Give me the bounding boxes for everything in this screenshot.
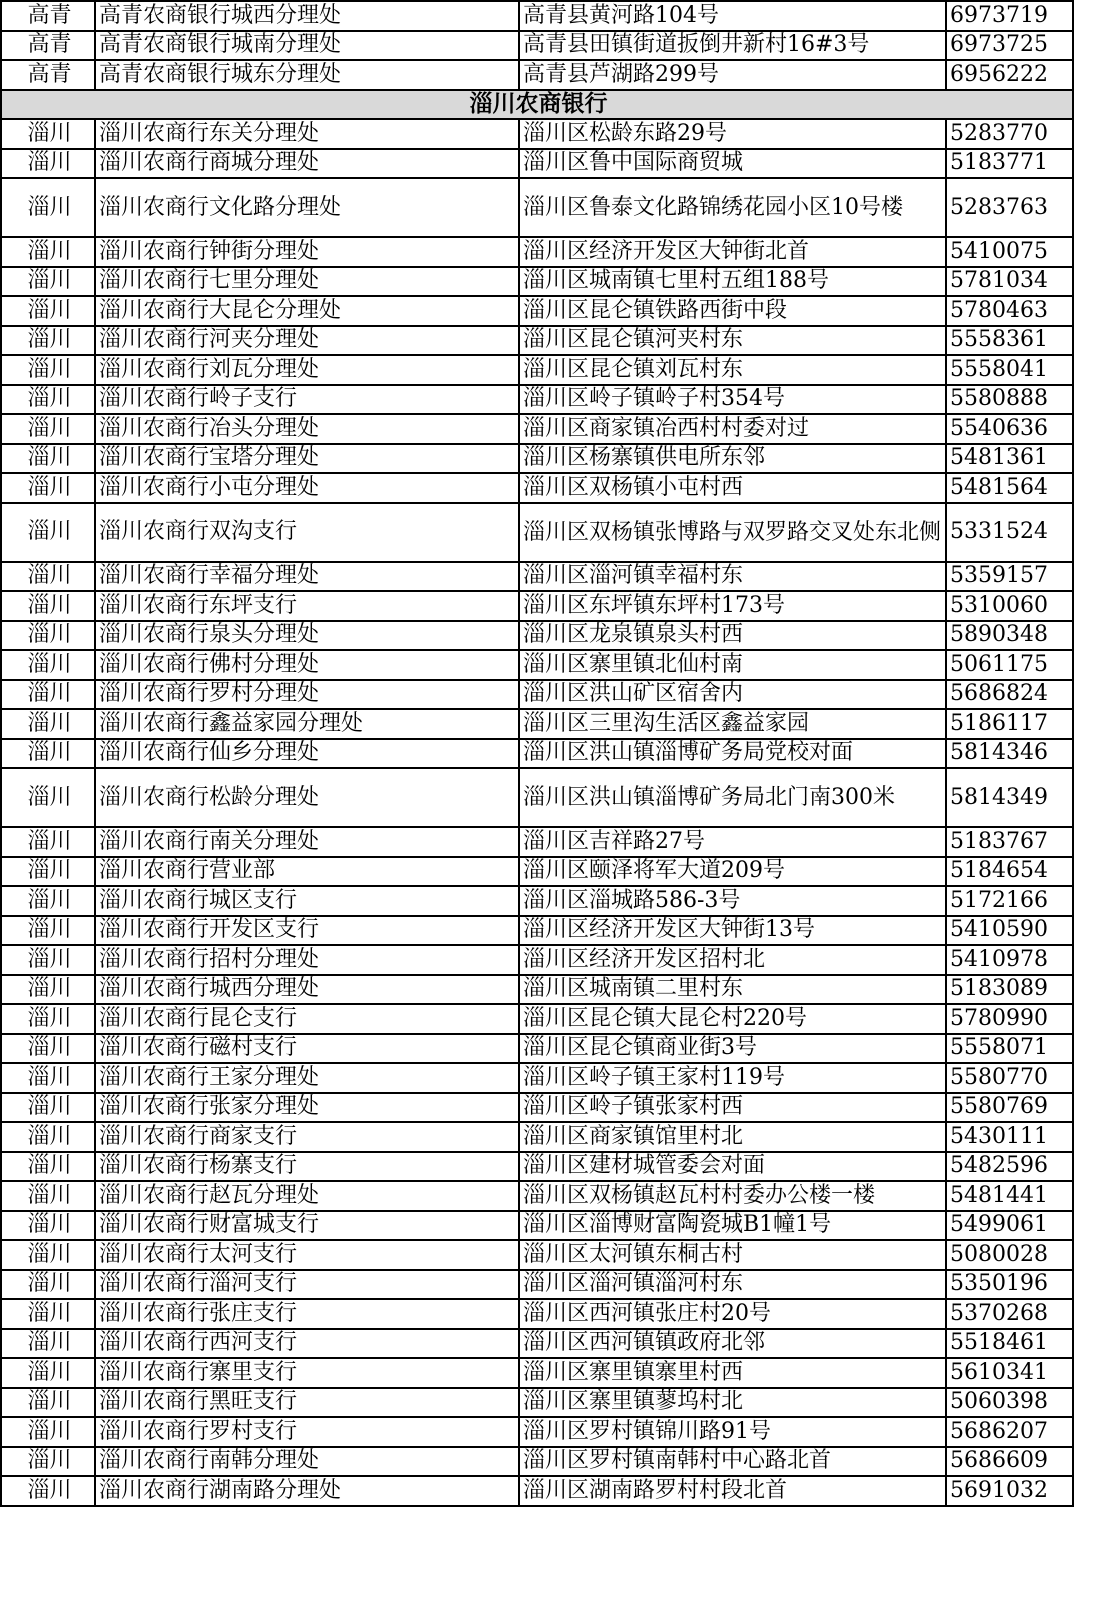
- county-cell: 淄川: [1, 1417, 95, 1447]
- phone-cell: 5890348: [946, 621, 1073, 651]
- phone-cell: 5481361: [946, 444, 1073, 474]
- county-cell: 淄川: [1, 680, 95, 710]
- table-row: [1, 1093, 1073, 1123]
- address-cell: 淄川区昆仑镇刘瓦村东: [519, 355, 946, 385]
- branch-name-cell: 淄川农商行商城分理处: [95, 149, 519, 179]
- address-cell: 淄川区昆仑镇商业街3号: [519, 1034, 946, 1064]
- table-row: [1, 178, 1073, 237]
- table-row: [1, 296, 1073, 326]
- phone-cell: 5558041: [946, 355, 1073, 385]
- branch-name-cell: 淄川农商行松龄分理处: [95, 768, 519, 827]
- phone-cell: 5061175: [946, 650, 1073, 680]
- county-cell: 淄川: [1, 1004, 95, 1034]
- phone-cell: 5430111: [946, 1122, 1073, 1152]
- address-cell: 淄川区岭子镇张家村西: [519, 1093, 946, 1123]
- branch-name-cell: 高青农商银行城西分理处: [95, 1, 519, 31]
- phone-cell: 5686207: [946, 1417, 1073, 1447]
- table-row: [1, 1476, 1073, 1506]
- county-cell: 淄川: [1, 975, 95, 1005]
- address-cell: 淄川区颐泽将军大道209号: [519, 857, 946, 887]
- branch-name-cell: 淄川农商行王家分理处: [95, 1063, 519, 1093]
- county-cell: 淄川: [1, 709, 95, 739]
- address-cell: 淄川区经济开发区招村北: [519, 945, 946, 975]
- phone-cell: 5410590: [946, 916, 1073, 946]
- table-row: [1, 473, 1073, 503]
- county-cell: 淄川: [1, 503, 95, 562]
- section-header-row: [1, 90, 1073, 120]
- county-cell: 淄川: [1, 1476, 95, 1506]
- branch-name-cell: 淄川农商行东关分理处: [95, 119, 519, 149]
- address-cell: 淄川区城南镇二里村东: [519, 975, 946, 1005]
- county-cell: 淄川: [1, 768, 95, 827]
- address-cell: 淄川区淄河镇淄河村东: [519, 1270, 946, 1300]
- county-cell: 淄川: [1, 1211, 95, 1241]
- county-cell: 淄川: [1, 739, 95, 769]
- address-cell: 淄川区西河镇张庄村20号: [519, 1299, 946, 1329]
- address-cell: 淄川区双杨镇张博路与双罗路交叉处东北侧: [519, 503, 946, 562]
- county-cell: 淄川: [1, 945, 95, 975]
- phone-cell: 5780990: [946, 1004, 1073, 1034]
- table-row: [1, 237, 1073, 267]
- branch-name-cell: 淄川农商行小屯分理处: [95, 473, 519, 503]
- branch-name-cell: 淄川农商行宝塔分理处: [95, 444, 519, 474]
- table-row: [1, 1240, 1073, 1270]
- branch-name-cell: 淄川农商行大昆仑分理处: [95, 296, 519, 326]
- table-row: [1, 60, 1073, 90]
- phone-cell: 5482596: [946, 1152, 1073, 1182]
- branch-name-cell: 淄川农商行冶头分理处: [95, 414, 519, 444]
- branch-name-cell: 淄川农商行东坪支行: [95, 591, 519, 621]
- branch-name-cell: 淄川农商行淄河支行: [95, 1270, 519, 1300]
- table-row: [1, 1447, 1073, 1477]
- branch-name-cell: 淄川农商行杨寨支行: [95, 1152, 519, 1182]
- county-cell: 淄川: [1, 886, 95, 916]
- branch-name-cell: 淄川农商行幸福分理处: [95, 562, 519, 592]
- address-cell: 淄川区洪山镇淄博矿务局党校对面: [519, 739, 946, 769]
- phone-cell: 5781034: [946, 267, 1073, 297]
- table-row: [1, 945, 1073, 975]
- county-cell: 淄川: [1, 1358, 95, 1388]
- address-cell: 淄川区罗村镇锦川路91号: [519, 1417, 946, 1447]
- county-cell: 高青: [1, 1, 95, 31]
- phone-cell: 5359157: [946, 562, 1073, 592]
- county-cell: 淄川: [1, 1240, 95, 1270]
- branch-name-cell: 淄川农商行泉头分理处: [95, 621, 519, 651]
- phone-cell: 5481441: [946, 1181, 1073, 1211]
- address-cell: 淄川区龙泉镇泉头村西: [519, 621, 946, 651]
- branch-name-cell: 淄川农商行双沟支行: [95, 503, 519, 562]
- table-row: [1, 857, 1073, 887]
- branch-name-cell: 淄川农商行罗村分理处: [95, 680, 519, 710]
- branch-name-cell: 淄川农商行招村分理处: [95, 945, 519, 975]
- branch-name-cell: 淄川农商行城区支行: [95, 886, 519, 916]
- address-cell: 淄川区松龄东路29号: [519, 119, 946, 149]
- branch-name-cell: 淄川农商行河夹分理处: [95, 326, 519, 356]
- address-cell: 淄川区罗村镇南韩村中心路北首: [519, 1447, 946, 1477]
- table-row: [1, 503, 1073, 562]
- branch-name-cell: 淄川农商行岭子支行: [95, 385, 519, 415]
- county-cell: 淄川: [1, 1181, 95, 1211]
- phone-cell: 6956222: [946, 60, 1073, 90]
- county-cell: 淄川: [1, 1152, 95, 1182]
- address-cell: 淄川区淄河镇幸福村东: [519, 562, 946, 592]
- phone-cell: 5481564: [946, 473, 1073, 503]
- county-cell: 淄川: [1, 562, 95, 592]
- table-row: [1, 1181, 1073, 1211]
- table-row: [1, 355, 1073, 385]
- phone-cell: 5499061: [946, 1211, 1073, 1241]
- address-cell: 淄川区洪山镇淄博矿务局北门南300米: [519, 768, 946, 827]
- table-row: [1, 1329, 1073, 1359]
- phone-cell: 5580770: [946, 1063, 1073, 1093]
- county-cell: 高青: [1, 60, 95, 90]
- section-title: 淄川农商银行: [1, 90, 1073, 120]
- phone-cell: 5183767: [946, 827, 1073, 857]
- address-cell: 淄川区寨里镇蓼坞村北: [519, 1388, 946, 1418]
- address-cell: 淄川区洪山矿区宿舍内: [519, 680, 946, 710]
- phone-cell: 5080028: [946, 1240, 1073, 1270]
- branch-name-cell: 淄川农商行财富城支行: [95, 1211, 519, 1241]
- county-cell: 淄川: [1, 1329, 95, 1359]
- phone-cell: 6973719: [946, 1, 1073, 31]
- phone-cell: 5183089: [946, 975, 1073, 1005]
- table-row: [1, 1211, 1073, 1241]
- branch-name-cell: 淄川农商行太河支行: [95, 1240, 519, 1270]
- address-cell: 淄川区湖南路罗村村段北首: [519, 1476, 946, 1506]
- phone-cell: 5183771: [946, 149, 1073, 179]
- address-cell: 淄川区岭子镇王家村119号: [519, 1063, 946, 1093]
- phone-cell: 5780463: [946, 296, 1073, 326]
- branch-name-cell: 淄川农商行佛村分理处: [95, 650, 519, 680]
- branch-name-cell: 淄川农商行文化路分理处: [95, 178, 519, 237]
- address-cell: 淄川区商家镇馆里村北: [519, 1122, 946, 1152]
- branch-name-cell: 淄川农商行南韩分理处: [95, 1447, 519, 1477]
- address-cell: 淄川区西河镇镇政府北邻: [519, 1329, 946, 1359]
- county-cell: 淄川: [1, 1122, 95, 1152]
- table-row: [1, 1152, 1073, 1182]
- phone-cell: 5283770: [946, 119, 1073, 149]
- phone-cell: 5540636: [946, 414, 1073, 444]
- table-row: [1, 1122, 1073, 1152]
- phone-cell: 5580888: [946, 385, 1073, 415]
- phone-cell: 5310060: [946, 591, 1073, 621]
- branch-name-cell: 淄川农商行开发区支行: [95, 916, 519, 946]
- table-row: [1, 916, 1073, 946]
- county-cell: 淄川: [1, 650, 95, 680]
- phone-cell: 5814346: [946, 739, 1073, 769]
- phone-cell: 5350196: [946, 1270, 1073, 1300]
- table-row: [1, 975, 1073, 1005]
- address-cell: 高青县黄河路104号: [519, 1, 946, 31]
- address-cell: 淄川区双杨镇小屯村西: [519, 473, 946, 503]
- table-row: [1, 1034, 1073, 1064]
- branch-name-cell: 淄川农商行张庄支行: [95, 1299, 519, 1329]
- phone-cell: 6973725: [946, 31, 1073, 61]
- address-cell: 淄川区鲁泰文化路锦绣花园小区10号楼: [519, 178, 946, 237]
- address-cell: 淄川区建材城管委会对面: [519, 1152, 946, 1182]
- address-cell: 淄川区淄城路586-3号: [519, 886, 946, 916]
- phone-cell: 5172166: [946, 886, 1073, 916]
- county-cell: 淄川: [1, 119, 95, 149]
- table-row: [1, 1299, 1073, 1329]
- address-cell: 淄川区淄博财富陶瓷城B1幢1号: [519, 1211, 946, 1241]
- phone-cell: 5060398: [946, 1388, 1073, 1418]
- table-row: [1, 119, 1073, 149]
- county-cell: 淄川: [1, 326, 95, 356]
- address-cell: 淄川区双杨镇赵瓦村村委办公楼一楼: [519, 1181, 946, 1211]
- table-row: [1, 562, 1073, 592]
- branch-name-cell: 淄川农商行黑旺支行: [95, 1388, 519, 1418]
- county-cell: 淄川: [1, 414, 95, 444]
- address-cell: 淄川区杨寨镇供电所东邻: [519, 444, 946, 474]
- address-cell: 淄川区寨里镇北仙村南: [519, 650, 946, 680]
- county-cell: 淄川: [1, 827, 95, 857]
- county-cell: 淄川: [1, 1270, 95, 1300]
- county-cell: 淄川: [1, 1447, 95, 1477]
- address-cell: 淄川区三里沟生活区鑫益家园: [519, 709, 946, 739]
- table-row: [1, 768, 1073, 827]
- phone-cell: 5558071: [946, 1034, 1073, 1064]
- phone-cell: 5610341: [946, 1358, 1073, 1388]
- branch-name-cell: 淄川农商行湖南路分理处: [95, 1476, 519, 1506]
- table-row: [1, 414, 1073, 444]
- table-row: [1, 680, 1073, 710]
- phone-cell: 5691032: [946, 1476, 1073, 1506]
- address-cell: 淄川区经济开发区大钟街北首: [519, 237, 946, 267]
- branch-name-cell: 淄川农商行南关分理处: [95, 827, 519, 857]
- phone-cell: 5283763: [946, 178, 1073, 237]
- phone-cell: 5580769: [946, 1093, 1073, 1123]
- address-cell: 淄川区商家镇冶西村村委对过: [519, 414, 946, 444]
- county-cell: 淄川: [1, 267, 95, 297]
- address-cell: 淄川区岭子镇岭子村354号: [519, 385, 946, 415]
- table-row: [1, 650, 1073, 680]
- phone-cell: 5410075: [946, 237, 1073, 267]
- county-cell: 淄川: [1, 178, 95, 237]
- county-cell: 淄川: [1, 385, 95, 415]
- address-cell: 淄川区昆仑镇大昆仑村220号: [519, 1004, 946, 1034]
- table-row: [1, 1417, 1073, 1447]
- branch-name-cell: 高青农商银行城东分理处: [95, 60, 519, 90]
- branch-name-cell: 淄川农商行刘瓦分理处: [95, 355, 519, 385]
- phone-cell: 5686824: [946, 680, 1073, 710]
- phone-cell: 5686609: [946, 1447, 1073, 1477]
- county-cell: 淄川: [1, 916, 95, 946]
- table-row: [1, 1004, 1073, 1034]
- table-row: [1, 149, 1073, 179]
- table-row: [1, 267, 1073, 297]
- branch-name-cell: 淄川农商行张家分理处: [95, 1093, 519, 1123]
- address-cell: 淄川区昆仑镇河夹村东: [519, 326, 946, 356]
- table-row: [1, 326, 1073, 356]
- county-cell: 淄川: [1, 621, 95, 651]
- phone-cell: 5410978: [946, 945, 1073, 975]
- phone-cell: 5331524: [946, 503, 1073, 562]
- branch-name-cell: 淄川农商行西河支行: [95, 1329, 519, 1359]
- branch-name-cell: 淄川农商行营业部: [95, 857, 519, 887]
- county-cell: 高青: [1, 31, 95, 61]
- address-cell: 淄川区经济开发区大钟街13号: [519, 916, 946, 946]
- table-row: [1, 1270, 1073, 1300]
- table-row: [1, 709, 1073, 739]
- county-cell: 淄川: [1, 149, 95, 179]
- address-cell: 淄川区鲁中国际商贸城: [519, 149, 946, 179]
- branch-name-cell: 淄川农商行赵瓦分理处: [95, 1181, 519, 1211]
- table-row: [1, 1063, 1073, 1093]
- address-cell: 淄川区吉祥路27号: [519, 827, 946, 857]
- branch-name-cell: 淄川农商行七里分理处: [95, 267, 519, 297]
- branch-name-cell: 淄川农商行城西分理处: [95, 975, 519, 1005]
- branch-name-cell: 淄川农商行商家支行: [95, 1122, 519, 1152]
- table-row: [1, 444, 1073, 474]
- table-row: [1, 31, 1073, 61]
- phone-cell: 5558361: [946, 326, 1073, 356]
- table-row: [1, 827, 1073, 857]
- table-row: [1, 1358, 1073, 1388]
- phone-cell: 5184654: [946, 857, 1073, 887]
- address-cell: 高青县田镇街道扳倒井新村16#3号: [519, 31, 946, 61]
- branch-table-body: [1, 1, 1073, 1506]
- branch-name-cell: 淄川农商行仙乡分理处: [95, 739, 519, 769]
- county-cell: 淄川: [1, 1388, 95, 1418]
- phone-cell: 5814349: [946, 768, 1073, 827]
- branch-name-cell: 淄川农商行鑫益家园分理处: [95, 709, 519, 739]
- county-cell: 淄川: [1, 857, 95, 887]
- address-cell: 淄川区昆仑镇铁路西街中段: [519, 296, 946, 326]
- address-cell: 淄川区寨里镇寨里村西: [519, 1358, 946, 1388]
- county-cell: 淄川: [1, 237, 95, 267]
- phone-cell: 5186117: [946, 709, 1073, 739]
- county-cell: 淄川: [1, 296, 95, 326]
- branch-name-cell: 淄川农商行寨里支行: [95, 1358, 519, 1388]
- phone-cell: 5370268: [946, 1299, 1073, 1329]
- county-cell: 淄川: [1, 1299, 95, 1329]
- branch-name-cell: 淄川农商行昆仑支行: [95, 1004, 519, 1034]
- address-cell: 高青县芦湖路299号: [519, 60, 946, 90]
- table-row: [1, 1, 1073, 31]
- branch-name-cell: 高青农商银行城南分理处: [95, 31, 519, 61]
- table-row: [1, 591, 1073, 621]
- county-cell: 淄川: [1, 1034, 95, 1064]
- address-cell: 淄川区太河镇东桐古村: [519, 1240, 946, 1270]
- county-cell: 淄川: [1, 1093, 95, 1123]
- branch-name-cell: 淄川农商行罗村支行: [95, 1417, 519, 1447]
- phone-cell: 5518461: [946, 1329, 1073, 1359]
- address-cell: 淄川区东坪镇东坪村173号: [519, 591, 946, 621]
- county-cell: 淄川: [1, 591, 95, 621]
- table-row: [1, 621, 1073, 651]
- county-cell: 淄川: [1, 473, 95, 503]
- table-row: [1, 385, 1073, 415]
- county-cell: 淄川: [1, 1063, 95, 1093]
- table-row: [1, 886, 1073, 916]
- address-cell: 淄川区城南镇七里村五组188号: [519, 267, 946, 297]
- table-row: [1, 739, 1073, 769]
- branch-name-cell: 淄川农商行钟街分理处: [95, 237, 519, 267]
- table-row: [1, 1388, 1073, 1418]
- county-cell: 淄川: [1, 444, 95, 474]
- county-cell: 淄川: [1, 355, 95, 385]
- branch-name-cell: 淄川农商行磁村支行: [95, 1034, 519, 1064]
